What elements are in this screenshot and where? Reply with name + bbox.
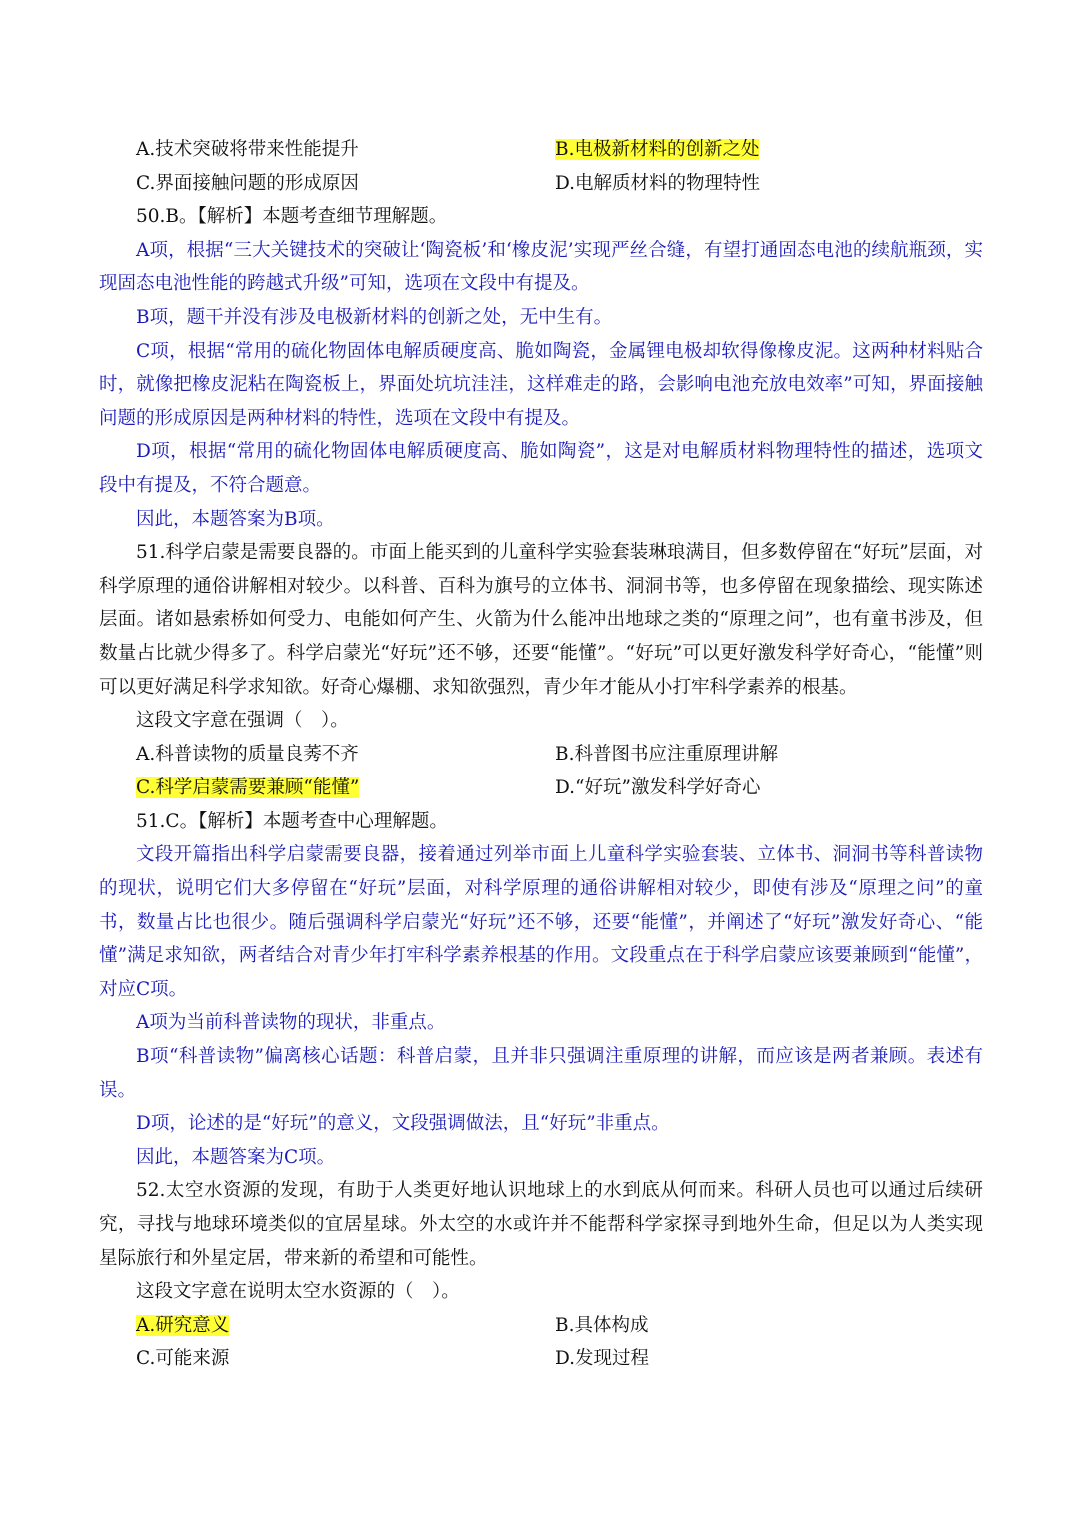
- q51-option-b: B.科普图书应注重原理讲解: [555, 743, 778, 765]
- q51-question: 这段文字意在强调（ ）。: [136, 710, 349, 732]
- q51-analysis-header: 51.C。【解析】本题考查中心理解题。: [136, 810, 448, 832]
- q52-options-row-1: [99, 1309, 983, 1343]
- q50-options-row-1: [99, 133, 983, 167]
- q51-options-row-2: [99, 771, 983, 805]
- q51-option-a: A.科普读物的质量良莠不齐: [136, 743, 359, 765]
- q50-explanation-b: B项，题干并没有涉及电极新材料的创新之处，无中生有。: [136, 306, 613, 328]
- q52-option-c: C.可能来源: [136, 1348, 230, 1370]
- q51-explanation-b: B项“科普读物”偏离核心话题：科普启蒙，且并非只强调注重原理的讲解，而应该是两者兼顾。表述有误。: [99, 1046, 983, 1101]
- page-content: [99, 133, 983, 1376]
- q52-option-b: B.具体构成: [555, 1314, 649, 1336]
- q50-conclusion: 因此，本题答案为B项。: [136, 508, 335, 530]
- q52-question: 这段文字意在说明太空水资源的（ ）。: [136, 1281, 460, 1303]
- q50-explanation-a: A项，根据“三大关键技术的突破让‘陶瓷板’和‘橡皮泥’实现严丝合缝，有望打通固态电池的续航瓶颈，实现固态电池性能的跨越式升级”可知，选项在文段中有提及。: [99, 239, 983, 295]
- q52-option-a-answer: A.研究意义: [136, 1314, 230, 1336]
- q50-explanation-c: C项，根据“常用的硫化物固体电解质硬度高、脆如陶瓷，金属锂电极却软得像橡皮泥。这两种材料贴合时，就像把橡皮泥粘在陶瓷板上，界面处坑坑洼洼，这样难走的路，会影响电池充放电效率”可知，界面接触问题的形成原因是两种材料的特性，选项在文段中有提及。: [99, 340, 983, 429]
- q52-option-d: D.发现过程: [555, 1348, 650, 1370]
- q50-option-b-answer: B.电极新材料的创新之处: [555, 139, 760, 160]
- q51-explanation-d: D项，论述的是“好玩”的意义，文段强调做法，且“好玩”非重点。: [136, 1113, 670, 1135]
- q50-option-c: C.界面接触问题的形成原因: [136, 172, 359, 194]
- q50-options-row-2: [99, 167, 983, 201]
- q50-explanation-d: D项，根据“常用的硫化物固体电解质硬度高、脆如陶瓷”，这是对电解质材料物理特性的描述，选项文段中有提及，不符合题意。: [99, 441, 983, 496]
- q52-options-row-2: [99, 1342, 983, 1376]
- q50-option-d: D.电解质材料的物理特性: [555, 172, 761, 194]
- q51-option-d: D.“好玩”激发科学好奇心: [555, 777, 761, 799]
- q51-option-c-answer: C.科学启蒙需要兼顾“能懂”: [136, 777, 360, 799]
- q51-conclusion: 因此，本题答案为C项。: [136, 1146, 336, 1168]
- q50-analysis-header: 50.B。【解析】本题考查细节理解题。: [136, 206, 448, 228]
- q51-options-row-1: [99, 738, 983, 772]
- q51-explanation-main: 文段开篇指出科学启蒙需要良器，接着通过列举市面上儿童科学实验套装、立体书、洞洞书等科普读物的现状，说明它们大多停留在“好玩”层面，对科学原理的通俗讲解相对较少，即使有涉及“原理之问”的童书，数量占比也很少。随后强调科学启蒙光“好玩”还不够，还要“能懂”，并阐述了“好玩”激发好奇心、“能懂”满足求知欲，两者结合对青少年打牢科学素养根基的作用。文段重点在于科学启蒙应该要兼顾到“能懂”，对应C项。: [99, 844, 983, 1000]
- q51-explanation-a: A项为当前科普读物的现状，非重点。: [136, 1012, 446, 1034]
- q52-stem: 52.太空水资源的发现，有助于人类更好地认识地球上的水到底从何而来。科研人员也可以通过后续研究，寻找与地球环境类似的宜居星球。外太空的水或许并不能帮科学家探寻到地外生命，但足以为人类实现星际旅行和外星定居，带来新的希望和可能性。: [99, 1180, 983, 1269]
- q50-option-a: A.技术突破将带来性能提升: [136, 139, 359, 160]
- q51-stem: 51.科学启蒙是需要良器的。市面上能买到的儿童科学实验套装琳琅满目，但多数停留在“好玩”层面，对科学原理的通俗讲解相对较少。以科普、百科为旗号的立体书、洞洞书等，也多停留在现象描绘、现实陈述层面。诸如悬索桥如何受力、电能如何产生、火箭为什么能冲出地球之类的“原理之问”，也有童书涉及，但数量占比就少得多了。科学启蒙光“好玩”还不够，还要“能懂”。“好玩”可以更好激发科学好奇心，“能懂”则可以更好满足科学求知欲。好奇心爆棚、求知欲强烈，青少年才能从小打牢科学素养的根基。: [99, 542, 983, 698]
